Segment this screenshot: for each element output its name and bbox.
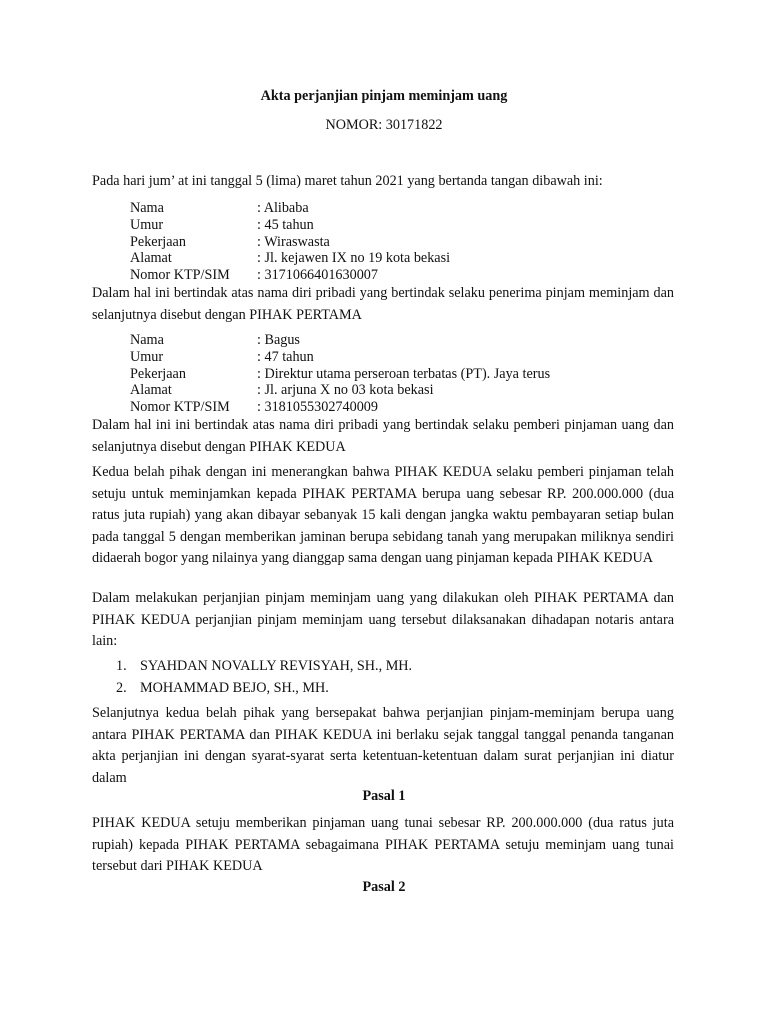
notary-name: SYAHDAN NOVALLY REVISYAH, SH., MH. xyxy=(140,658,413,674)
field-label: Nama xyxy=(130,332,164,348)
pihak-kedua-details xyxy=(130,332,630,416)
pasal-2-heading: Pasal 2 xyxy=(362,879,406,895)
notary-list xyxy=(116,656,656,699)
field-value: : Bagus xyxy=(257,332,300,348)
pihak-pertama-statement: Dalam hal ini bertindak atas nama diri pribadi yang bertindak selaku penerima pinjam meminjam dan selanjutnya disebut dengan PIHAK PERTAMA xyxy=(92,285,674,323)
field-value: : 3181055302740009 xyxy=(257,399,378,416)
field-label: Alamat xyxy=(130,250,172,267)
list-number: 1. xyxy=(116,658,127,674)
field-row xyxy=(130,234,630,251)
field-row xyxy=(130,267,630,284)
field-label: Pekerjaan xyxy=(130,233,186,250)
loan-terms-paragraph: Kedua belah pihak dengan ini menerangkan bahwa PIHAK KEDUA selaku pemberi pinjaman telah setuju untuk meminjamkan kepada PIHAK PERTAMA berupa uang sebesar RP. 200.000.000 (dua ratus juta rupiah) yang akan dibayar sebanyak 15 kali dengan jangka waktu pembayaran setiap bulan pada tanggal 5 dengan memberikan jaminan berupa sebidang tanah yang merupakan miliknya sendiri didaerah bogor yang nilainya yang dianggap sama dengan uang pinjaman kepada PIHAK KEDUA xyxy=(92,464,674,566)
agreement-validity-paragraph: Selanjutnya kedua belah pihak yang bersepakat bahwa perjanjian pinjam-meminjam berupa uang antara PIHAK PERTAMA dan PIHAK KEDUA ini berlaku sejak tanggal tanggal penanda tanganan akta perjanjian ini dengan syarat-syarat serta ketentuan-ketentuan dalam surat perjanjian ini diatur dalam xyxy=(92,705,674,786)
field-value: : Direktur utama perseroan terbatas (PT). Jaya terus xyxy=(257,365,551,382)
field-row xyxy=(130,217,630,234)
field-label: Nama xyxy=(130,200,164,216)
field-label: Nomor KTP/SIM xyxy=(130,399,230,416)
notary-name: MOHAMMAD BEJO, SH., MH. xyxy=(140,679,329,696)
notary-intro-paragraph: Dalam melakukan perjanjian pinjam meminjam uang yang dilakukan oleh PIHAK PERTAMA dan PIHAK KEDUA perjanjian pinjam meminjam uang tersebut dilaksanakan dihadapan notaris antara lain: xyxy=(92,590,674,649)
field-label: Umur xyxy=(130,216,164,233)
field-label: Nomor KTP/SIM xyxy=(130,267,230,284)
field-value: : 3171066401630007 xyxy=(257,267,378,284)
pasal-1-text: PIHAK KEDUA setuju memberikan pinjaman uang tunai sebesar RP. 200.000.000 (dua ratus juta rupiah) kepada PIHAK PERTAMA sebagaimana PIHAK PERTAMA setuju meminjam uang tunai tersebut dari PIHAK KEDUA xyxy=(92,815,674,874)
list-number: 2. xyxy=(116,679,127,696)
list-item xyxy=(116,656,656,678)
field-label: Pekerjaan xyxy=(130,365,186,382)
list-item xyxy=(116,678,656,700)
field-row xyxy=(130,332,630,349)
field-row xyxy=(130,382,630,399)
pihak-kedua-statement: Dalam hal ini ini bertindak atas nama diri pribadi yang bertindak selaku pemberi pinjaman uang dan selanjutnya disebut dengan PIHAK KEDUA xyxy=(92,417,674,455)
field-row xyxy=(130,250,630,267)
field-value: : Jl. kejawen IX no 19 kota bekasi xyxy=(257,250,451,267)
field-value: : 45 tahun xyxy=(257,216,314,233)
pihak-pertama-details xyxy=(130,200,630,284)
field-row xyxy=(130,366,630,383)
field-value: : Jl. arjuna X no 03 kota bekasi xyxy=(257,382,434,399)
field-row xyxy=(130,200,630,217)
field-label: Umur xyxy=(130,348,164,365)
document-number: NOMOR: 30171822 xyxy=(325,117,443,133)
field-value: : Wiraswasta xyxy=(257,233,330,250)
document-title: Akta perjanjian pinjam meminjam uang xyxy=(260,88,508,104)
field-row xyxy=(130,399,630,416)
field-label: Alamat xyxy=(130,382,172,399)
field-value: : Alibaba xyxy=(257,200,309,216)
field-row xyxy=(130,349,630,366)
field-value: : 47 tahun xyxy=(257,348,314,365)
intro-paragraph: Pada hari jum’ at ini tanggal 5 (lima) maret tahun 2021 yang bertanda tangan dibawah ini: xyxy=(92,173,603,189)
pasal-1-heading: Pasal 1 xyxy=(362,788,406,804)
